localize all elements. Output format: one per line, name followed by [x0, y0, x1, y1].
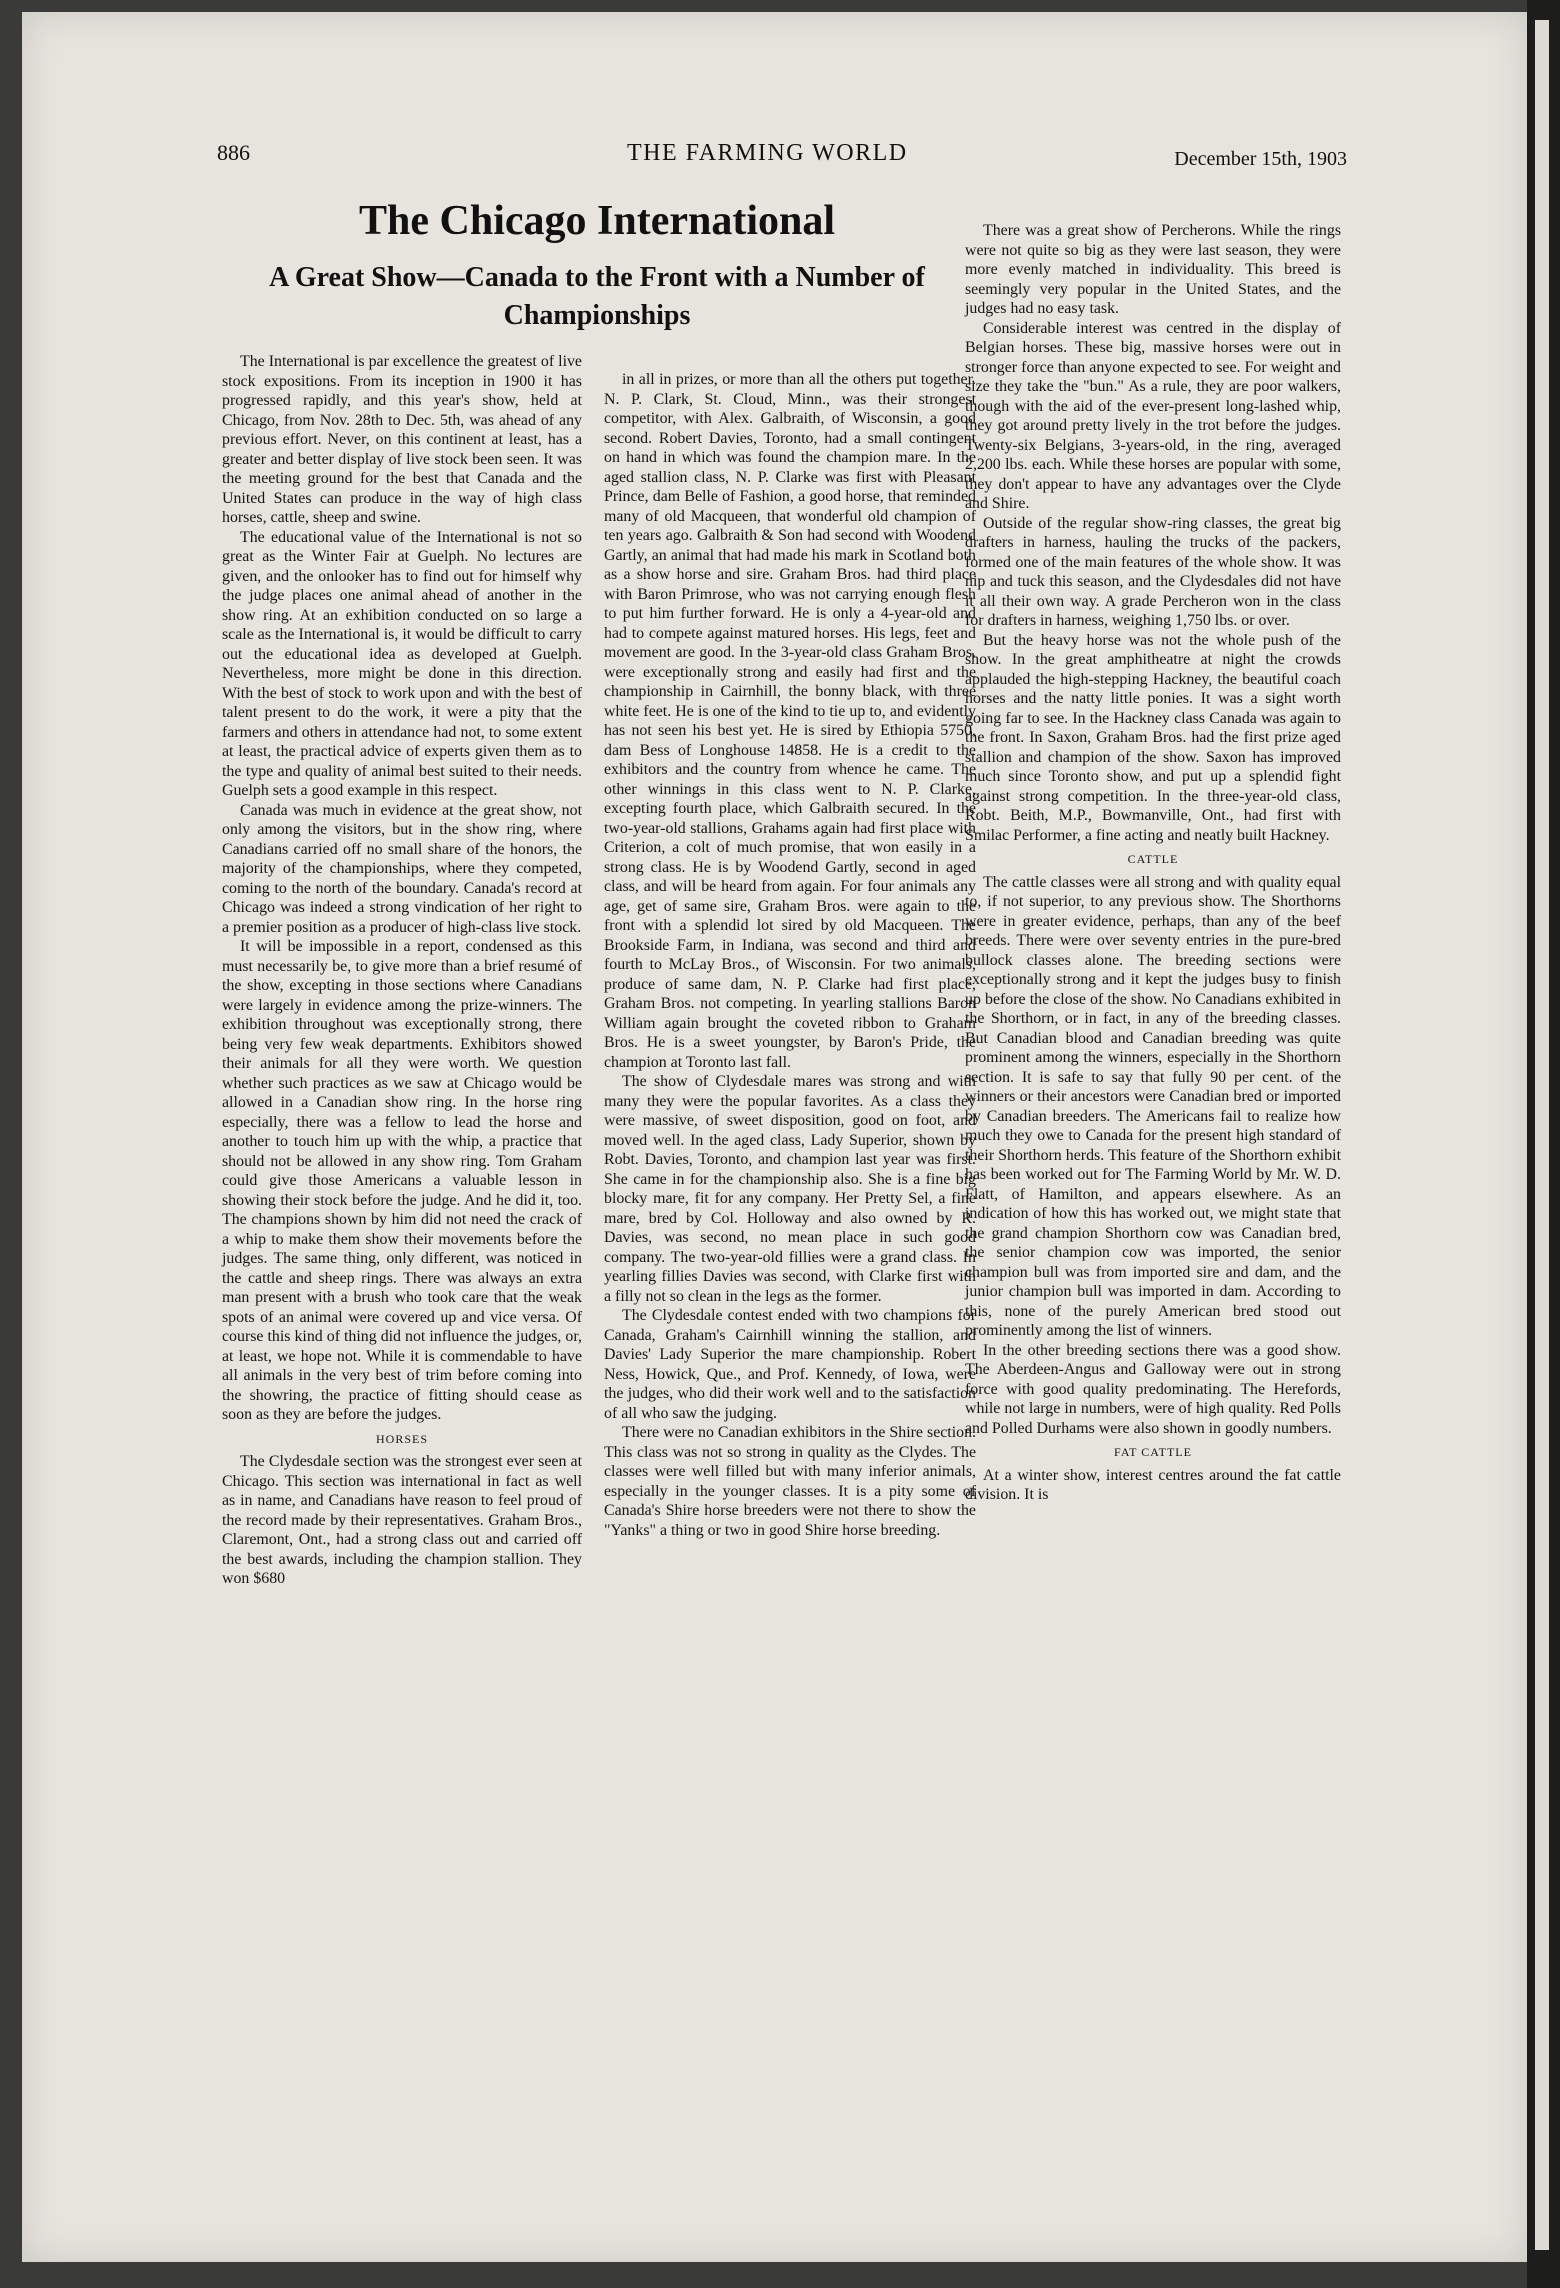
article-subtitle: A Great Show—Canada to the Front with a Number of Championships: [269, 262, 925, 331]
article-paragraph: But the heavy horse was not the whole push of the show. In the great amphitheatre at night the crowds applauded the high-stepping Hackney, the beautiful coach horses and the natty little ponies. It was a sight worth going far to see. In the Hackney class Canada was again to the front. In Saxon, Graham Bros. had the first prize aged stallion and champion of the show. Saxon has improved much since Toronto show, and put up a splendid fight against strong competition. In the three-year-old class, Robt. Beith, M.P., Bowmanville, Ont., had first with Smilac Performer, a fine acting and neatly built Hackney.: [965, 631, 1341, 844]
article-paragraph: At a winter show, interest centres around the fat cattle division. It is: [965, 1466, 1341, 1503]
article-paragraph: The show of Clydesdale mares was strong and with many they were the popular favorites. As a class they were massive, of sweet disposition, good on foot, and moved well. In the aged class, Lady Superior, shown by Robt. Davies, Toronto, and champion last year was first. She came in for the championship also. She is a fine big blocky mare, fit for any company. Her Pretty Sel, a fine mare, bred by Col. Holloway and also owned by R. Davies, was second, no mean place in such good company. The two-year-old fillies were a grand class. In yearling fillies Davies was second, with Clarke first with a filly not so clean in the legs as the former.: [604, 1073, 976, 1305]
article-paragraph: Canada was much in evidence at the great show, not only among the visitors, but in the show ring, where Canadians carried off no small share of the honors, the majority of the championships, where they competed, coming to the north of the boundary. Canada's record at Chicago was indeed a strong vindication of her right to a premier position as a producer of high-class live stock.: [222, 801, 582, 936]
magazine-page: [22, 12, 1527, 2262]
page-edge: [1535, 20, 1549, 2250]
article-title: The Chicago International: [358, 198, 836, 244]
section-subhead: FAT CATTLE: [1114, 1445, 1192, 1459]
publication-title: THE FARMING WORLD: [627, 140, 908, 166]
text-column-3: [965, 221, 1341, 1505]
article-paragraph: The cattle classes were all strong and with quality equal to, if not superior, to any previous show. The Shorthorns were in greater evidence, perhaps, than any of the beef breeds. There were over seventy entries in the pure-bred bullock classes alone. The breeding sections were exceptionally strong and it kept the judges busy to finish up before the close of the show. No Canadians exhibited in the Shorthorn, or in fact, in any of the breeding classes. But Canadian blood and Canadian breeding was quite prominent among the winners, especially in the Shorthorn section. It is safe to say that fully 90 per cent. of the winners or their ancestors were Canadian bred or imported by Canadian breeders. The Americans fail to realize how much they owe to Canada for the present high standard of their Shorthorn herds. This feature of the Shorthorn exhibit has been worked out for The Farming World by Mr. W. D. Flatt, of Hamilton, and appears elsewhere. As an indication of how this has worked out, we might state that the grand champion Shorthorn cow was Canadian bred, the senior champion cow was imported, the senior champion bull was from imported sire and dam, and the junior champion bull was imported in dam. According to this, none of the purely American bred stood out prominently among the list of winners.: [965, 873, 1341, 1339]
article-paragraph: There were no Canadian exhibitors in the Shire section. This class was not so strong in quality as the Clydes. The classes were well filled but with many inferior animals, especially in the younger classes. It is a pity some of Canada's Shire horse breeders were not there to show the "Yanks" a thing or two in good Shire horse breeding.: [604, 1424, 976, 1539]
section-subhead: CATTLE: [1127, 852, 1179, 866]
article-heading: [217, 197, 977, 335]
article-paragraph: in all in prizes, or more than all the others put together. N. P. Clark, St. Cloud, Minn., was their strongest competitor, with Alex. Galbraith, of Wisconsin, a good second. Robert Davies, Toronto, had a small contingent on hand in which was found the champion mare. In the aged stallion class, N. P. Clarke was first with Pleasant Prince, dam Belle of Fashion, a good horse, that reminded many of old Macqueen, that wonderful old champion of ten years ago. Galbraith & Son had second with Woodend Gartly, an animal that had made his mark in Scotland both as a show horse and sire. Graham Bros. had third place with Baron Primrose, who was not carrying enough flesh to put him further forward. He is only a 4-year-old and had to compete against matured horses. His legs, feet and movement are good. In the 3-year-old class Graham Bros. were exceptionally strong and easily had first and the championship in Cairnhill, the bonny black, with three white feet. He is one of the kind to tie up to, and evidently has not seen his best yet. He is sired by Ethiopia 5750, dam Bess of Longhouse 14858. He is a credit to the exhibitors and the country from whence he came. The other winnings in this class went to N. P. Clarke, excepting fourth place, which Galbraith secured. In the two-year-old stallions, Grahams again had first place with Criterion, a colt of much promise, that won easily in a strong class. He is by Woodend Gartly, second in aged class, and will be heard from again. For four animals any age, get of same sire, Graham Bros. were again to the front with a splendid lot sired by old Macqueen. The Brookside Farm, in Indiana, was second and third and fourth to McLay Bros., of Wisconsin. For two animals, produce of same dam, N. P. Clarke had first place, Graham Bros. not competing. In yearling stallions Baron William again brought the coveted ribbon to Graham Bros. He is a sweet youngster, by Baron's Pride, the champion at Toronto last fall.: [604, 371, 976, 1071]
text-column-1: [222, 352, 582, 1589]
text-column-2: [604, 370, 976, 1540]
page-header: [217, 130, 1347, 170]
article-paragraph: The Clydesdale section was the strongest ever seen at Chicago. This section was international in fact as well as in name, and Canadians have reason to feel proud of the record made by their representatives. Graham Bros., Claremont, Ont., had a strong class out and carried off the best awards, including the champion stallion. They won $680: [222, 1453, 582, 1587]
article-paragraph: The International is par excellence the greatest of live stock expositions. From its inception in 1900 it has progressed rapidly, and this year's show, held at Chicago, from Nov. 28th to Dec. 5th, was ahead of any previous effort. Never, on this continent at least, has a greater and better display of live stock been seen. It was the meeting ground for the best that Canada and the United States can produce in the way of high class horses, cattle, sheep and swine.: [222, 353, 582, 526]
article-paragraph: Considerable interest was centred in the display of Belgian horses. These big, massive horses were out in stronger force than anyone expected to see. For weight and size they take the "bun." As a rule, they are poor walkers, though with the aid of the ever-present long-lashed whip, they got around pretty lively in the trot before the judges. Twenty-six Belgians, 3-years-old, in the ring, averaged 2,200 lbs. each. While these horses are popular with some, they don't appear to have any advantages over the Clyde and Shire.: [965, 319, 1341, 512]
page-number: 886: [217, 140, 250, 165]
article-paragraph: In the other breeding sections there was a good show. The Aberdeen-Angus and Galloway were out in strong force with good quality predominating. The Herefords, while not large in numbers, were of high quality. Red Polls and Polled Durhams were also shown in goodly numbers.: [965, 1341, 1341, 1437]
section-subhead: HORSES: [375, 1431, 428, 1446]
article-paragraph: Outside of the regular show-ring classes, the great big drafters in harness, hauling the trucks of the packers, formed one of the main features of the whole show. It was nip and tuck this season, and the Clydesdales did not have it all their own way. A grade Percheron won in the class for drafters in harness, weighing 1,750 lbs. or over.: [965, 514, 1341, 629]
issue-date: December 15th, 1903: [1174, 148, 1347, 170]
article-paragraph: The educational value of the International is not so great as the Winter Fair at Guelph. No lectures are given, and the onlooker has to find out for himself why the judge places one animal ahead of another in the show ring. At an exhibition conducted on so large a scale as the International is, it would be difficult to carry out the educational idea as developed at Guelph. Nevertheless, more might be done in this direction. With the best of stock to work upon and with the best of talent present to do the work, it were a pity that the farmers and others in attendance had not, to some extent at least, the practical advice of experts given them as to the type and quality of animal best suited to their needs. Guelph sets a good example in this respect.: [222, 528, 582, 799]
article-paragraph: There was a great show of Percherons. While the rings were not quite so big as they were last season, they were more evenly matched in individuality. This breed is seemingly very popular in the United States, and the judges had no easy task.: [965, 222, 1341, 317]
article-paragraph: The Clydesdale contest ended with two champions for Canada, Graham's Cairnhill winning the stallion, and Davies' Lady Superior the mare championship. Robert Ness, Howick, Que., and Prof. Kennedy, of Iowa, were the judges, who did their work well and to the satisfaction of all who saw the judging.: [604, 1307, 976, 1422]
article-paragraph: It will be impossible in a report, condensed as this must necessarily be, to give more than a brief resumé of the show, excepting in those sections where Canadians were largely in evidence among the prize-winners. The exhibition throughout was exceptionally strong, there being very few weak departments. Exhibitors showed their animals for all they were worth. We question whether such practices as we saw at Chicago would be allowed in a Canadian show ring. In the horse ring especially, there was a fellow to lead the horse and another to touch him up with the whip, a practice that should not be allowed in any show ring. Tom Graham could give those Americans a valuable lesson in showing their stock before the judge. And he did it, too. The champions shown by him did not need the crack of a whip to make them show their movements before the judges. The same thing, only different, was noticed in the cattle and sheep rings. There was always an extra man present with a brush who took care that the weak spots of an animal were covered up and vice versa. Of course this kind of thing did not influence the judges, or, at least, we hope not. While it is commendable to have all animals in the very best of trim before coming into the showring, the practice of fitting should cease as soon as they are before the judges.: [222, 938, 582, 1423]
adjacent-page-edge: [1527, 0, 1560, 2288]
